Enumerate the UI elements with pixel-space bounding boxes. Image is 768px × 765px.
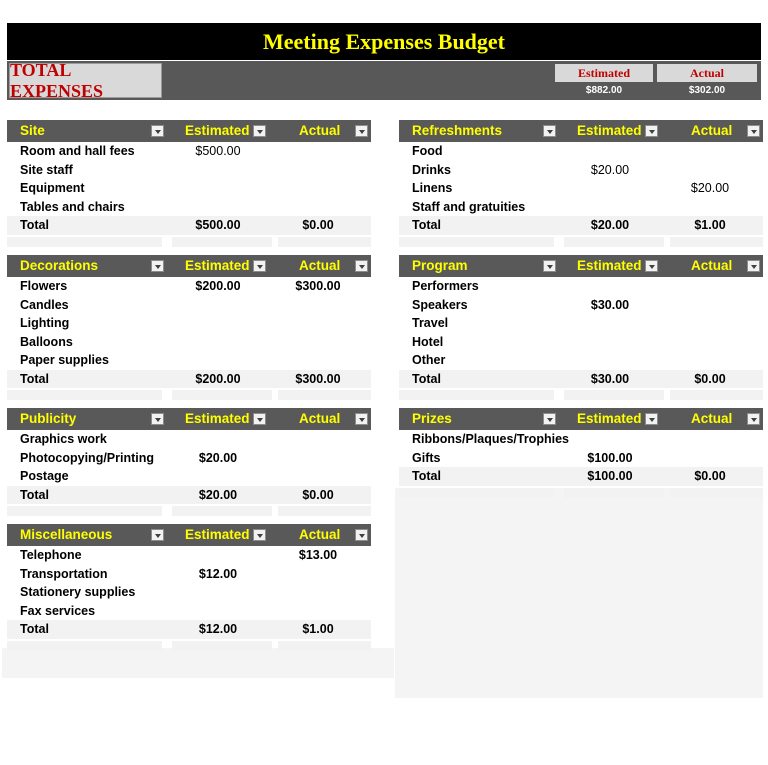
summary-actual-value: $302.00 (688, 85, 726, 96)
table-row[interactable] (399, 179, 763, 198)
section-header (7, 255, 371, 277)
expense-label: Flowers (20, 279, 68, 293)
spacer-row (399, 388, 763, 404)
filter-dropdown-icon[interactable] (543, 260, 556, 272)
filter-dropdown-icon[interactable] (543, 413, 556, 425)
expense-label: Staff and gratuities (412, 199, 526, 214)
table-row[interactable] (399, 430, 763, 449)
total-estimated: $20.00 (198, 487, 238, 502)
actual-cell[interactable]: $300.00 (295, 279, 341, 293)
total-actual: $1.00 (694, 218, 726, 232)
total-estimated: $12.00 (198, 622, 238, 636)
estimated-column-header: Estimated (185, 411, 250, 426)
total-expenses-banner (7, 61, 761, 100)
spacer-row (7, 235, 371, 251)
section-title: Prizes (412, 411, 452, 426)
total-label: Total (412, 469, 441, 483)
table-row[interactable] (399, 449, 763, 468)
actual-column-header: Actual (691, 258, 733, 273)
actual-column-header: Actual (299, 258, 341, 273)
table-row[interactable] (7, 565, 371, 584)
expense-label: Site staff (20, 162, 73, 177)
section-title: Site (20, 123, 45, 138)
total-actual: $300.00 (295, 371, 341, 386)
expense-label: Equipment (20, 181, 85, 195)
filter-dropdown-icon[interactable] (543, 125, 556, 137)
table-row[interactable] (7, 179, 371, 198)
expense-label: Stationery supplies (20, 585, 136, 599)
section-header (399, 255, 763, 277)
section-miscellaneous (7, 524, 371, 655)
estimated-column-header: Estimated (185, 527, 250, 542)
total-row (399, 370, 763, 389)
section-site (7, 120, 371, 251)
expense-label: Ribbons/Plaques/Trophies (412, 432, 569, 446)
table-row[interactable] (7, 546, 371, 565)
expense-label: Postage (20, 469, 69, 483)
total-estimated: $20.00 (590, 218, 630, 232)
filter-dropdown-icon[interactable] (645, 125, 658, 137)
total-label: Total (412, 371, 441, 386)
total-label: Total (412, 218, 441, 232)
table-row[interactable] (7, 314, 371, 333)
expense-label: Hotel (412, 334, 444, 349)
section-title: Program (412, 258, 468, 273)
total-row (399, 216, 763, 235)
expense-label: Gifts (412, 450, 441, 465)
table-row[interactable] (399, 314, 763, 333)
estimated-cell[interactable]: $500.00 (195, 144, 241, 158)
total-estimated: $200.00 (195, 371, 241, 386)
total-row (7, 370, 371, 389)
estimated-column-header: Estimated (185, 258, 250, 273)
filter-dropdown-icon[interactable] (253, 260, 266, 272)
total-label: Total (20, 371, 49, 386)
expense-label: Room and hall fees (20, 144, 135, 158)
filter-dropdown-icon[interactable] (645, 260, 658, 272)
expense-label: Speakers (412, 297, 468, 312)
total-row (7, 486, 371, 505)
section-title: Miscellaneous (20, 527, 113, 542)
actual-column-header: Actual (691, 411, 733, 426)
filter-dropdown-icon[interactable] (355, 413, 368, 425)
table-row[interactable] (7, 296, 371, 315)
total-row (7, 620, 371, 639)
actual-cell[interactable]: $13.00 (298, 548, 338, 562)
summary-actual-header: Actual (657, 64, 757, 82)
table-row[interactable] (7, 198, 371, 217)
table-row[interactable] (7, 430, 371, 449)
filter-dropdown-icon[interactable] (151, 125, 164, 137)
estimated-cell[interactable]: $200.00 (195, 279, 241, 293)
table-row[interactable] (7, 142, 371, 161)
spacer-row (7, 504, 371, 520)
filter-dropdown-icon[interactable] (151, 260, 164, 272)
estimated-column-header: Estimated (185, 123, 250, 138)
spacer-row (7, 388, 371, 404)
filter-dropdown-icon[interactable] (747, 413, 760, 425)
expense-label: Paper supplies (20, 353, 109, 367)
expense-label: Other (412, 353, 446, 367)
actual-column-header: Actual (299, 123, 341, 138)
section-title: Decorations (20, 258, 99, 273)
actual-cell[interactable]: $20.00 (690, 181, 730, 195)
filter-dropdown-icon[interactable] (355, 260, 368, 272)
total-label: Total (20, 218, 49, 232)
table-row[interactable] (7, 277, 371, 296)
filter-dropdown-icon[interactable] (355, 529, 368, 541)
estimated-cell[interactable]: $30.00 (590, 297, 630, 312)
section-prizes (399, 408, 763, 502)
section-program (399, 255, 763, 404)
spacer-row (399, 235, 763, 251)
expense-label: Linens (412, 181, 453, 195)
table-row[interactable] (7, 583, 371, 602)
estimated-cell[interactable]: $12.00 (198, 566, 238, 581)
expense-label: Photocopying/Printing (20, 450, 155, 465)
page-title: Meeting Expenses Budget (7, 23, 761, 60)
expense-label: Performers (412, 279, 479, 293)
total-row (7, 216, 371, 235)
actual-column-header: Actual (299, 411, 341, 426)
total-actual: $0.00 (694, 371, 726, 386)
expense-label: Travel (412, 316, 449, 330)
estimated-column-header: Estimated (577, 258, 642, 273)
section-decorations (7, 255, 371, 404)
actual-column-header: Actual (299, 527, 341, 542)
total-label: Total (20, 622, 49, 636)
table-row[interactable] (7, 467, 371, 486)
total-actual: $1.00 (302, 622, 334, 636)
expense-label: Telephone (20, 548, 82, 562)
expense-label: Candles (20, 297, 69, 312)
table-row[interactable] (7, 602, 371, 621)
table-row[interactable] (7, 449, 371, 468)
section-header (399, 408, 763, 430)
estimated-column-header: Estimated (577, 411, 642, 426)
filter-dropdown-icon[interactable] (747, 260, 760, 272)
filter-dropdown-icon[interactable] (253, 529, 266, 541)
section-refreshments (399, 120, 763, 251)
table-row[interactable] (399, 161, 763, 180)
section-publicity (7, 408, 371, 520)
table-row[interactable] (7, 161, 371, 180)
table-row[interactable] (7, 333, 371, 352)
total-estimated: $500.00 (195, 218, 241, 232)
total-expenses-label: TOTAL EXPENSES (9, 63, 162, 98)
total-actual: $0.00 (302, 218, 334, 232)
table-row[interactable] (399, 198, 763, 217)
section-header (7, 524, 371, 546)
summary-estimated-header: Estimated (555, 64, 653, 82)
section-title: Refreshments (412, 123, 503, 138)
spacer-row (7, 639, 371, 655)
table-row[interactable] (399, 296, 763, 315)
total-label: Total (20, 487, 49, 502)
total-row (399, 467, 763, 486)
section-header (399, 120, 763, 142)
filter-dropdown-icon[interactable] (253, 125, 266, 137)
filter-dropdown-icon[interactable] (253, 413, 266, 425)
table-row[interactable] (399, 277, 763, 296)
total-estimated: $30.00 (590, 371, 630, 386)
table-row[interactable] (7, 351, 371, 370)
filter-dropdown-icon[interactable] (151, 413, 164, 425)
spacer-row (399, 486, 763, 502)
empty-area (395, 488, 763, 698)
estimated-cell[interactable]: $100.00 (587, 450, 633, 465)
table-row[interactable] (399, 351, 763, 370)
section-header (7, 408, 371, 430)
expense-label: Graphics work (20, 432, 107, 446)
expense-label: Fax services (20, 603, 96, 618)
estimated-cell[interactable]: $20.00 (590, 162, 630, 177)
total-actual: $0.00 (694, 469, 726, 483)
filter-dropdown-icon[interactable] (747, 125, 760, 137)
expense-label: Lighting (20, 316, 70, 330)
estimated-column-header: Estimated (577, 123, 642, 138)
table-row[interactable] (399, 142, 763, 161)
expense-label: Food (412, 144, 443, 158)
total-actual: $0.00 (302, 487, 334, 502)
section-title: Publicity (20, 411, 77, 426)
filter-dropdown-icon[interactable] (645, 413, 658, 425)
actual-column-header: Actual (691, 123, 733, 138)
summary-estimated-value: $882.00 (585, 85, 623, 96)
expense-label: Tables and chairs (20, 199, 125, 214)
filter-dropdown-icon[interactable] (151, 529, 164, 541)
expense-label: Transportation (20, 566, 108, 581)
expense-label: Drinks (412, 162, 451, 177)
estimated-cell[interactable]: $20.00 (198, 450, 238, 465)
filter-dropdown-icon[interactable] (355, 125, 368, 137)
total-estimated: $100.00 (587, 469, 633, 483)
expense-label: Balloons (20, 334, 73, 349)
section-header (7, 120, 371, 142)
table-row[interactable] (399, 333, 763, 352)
